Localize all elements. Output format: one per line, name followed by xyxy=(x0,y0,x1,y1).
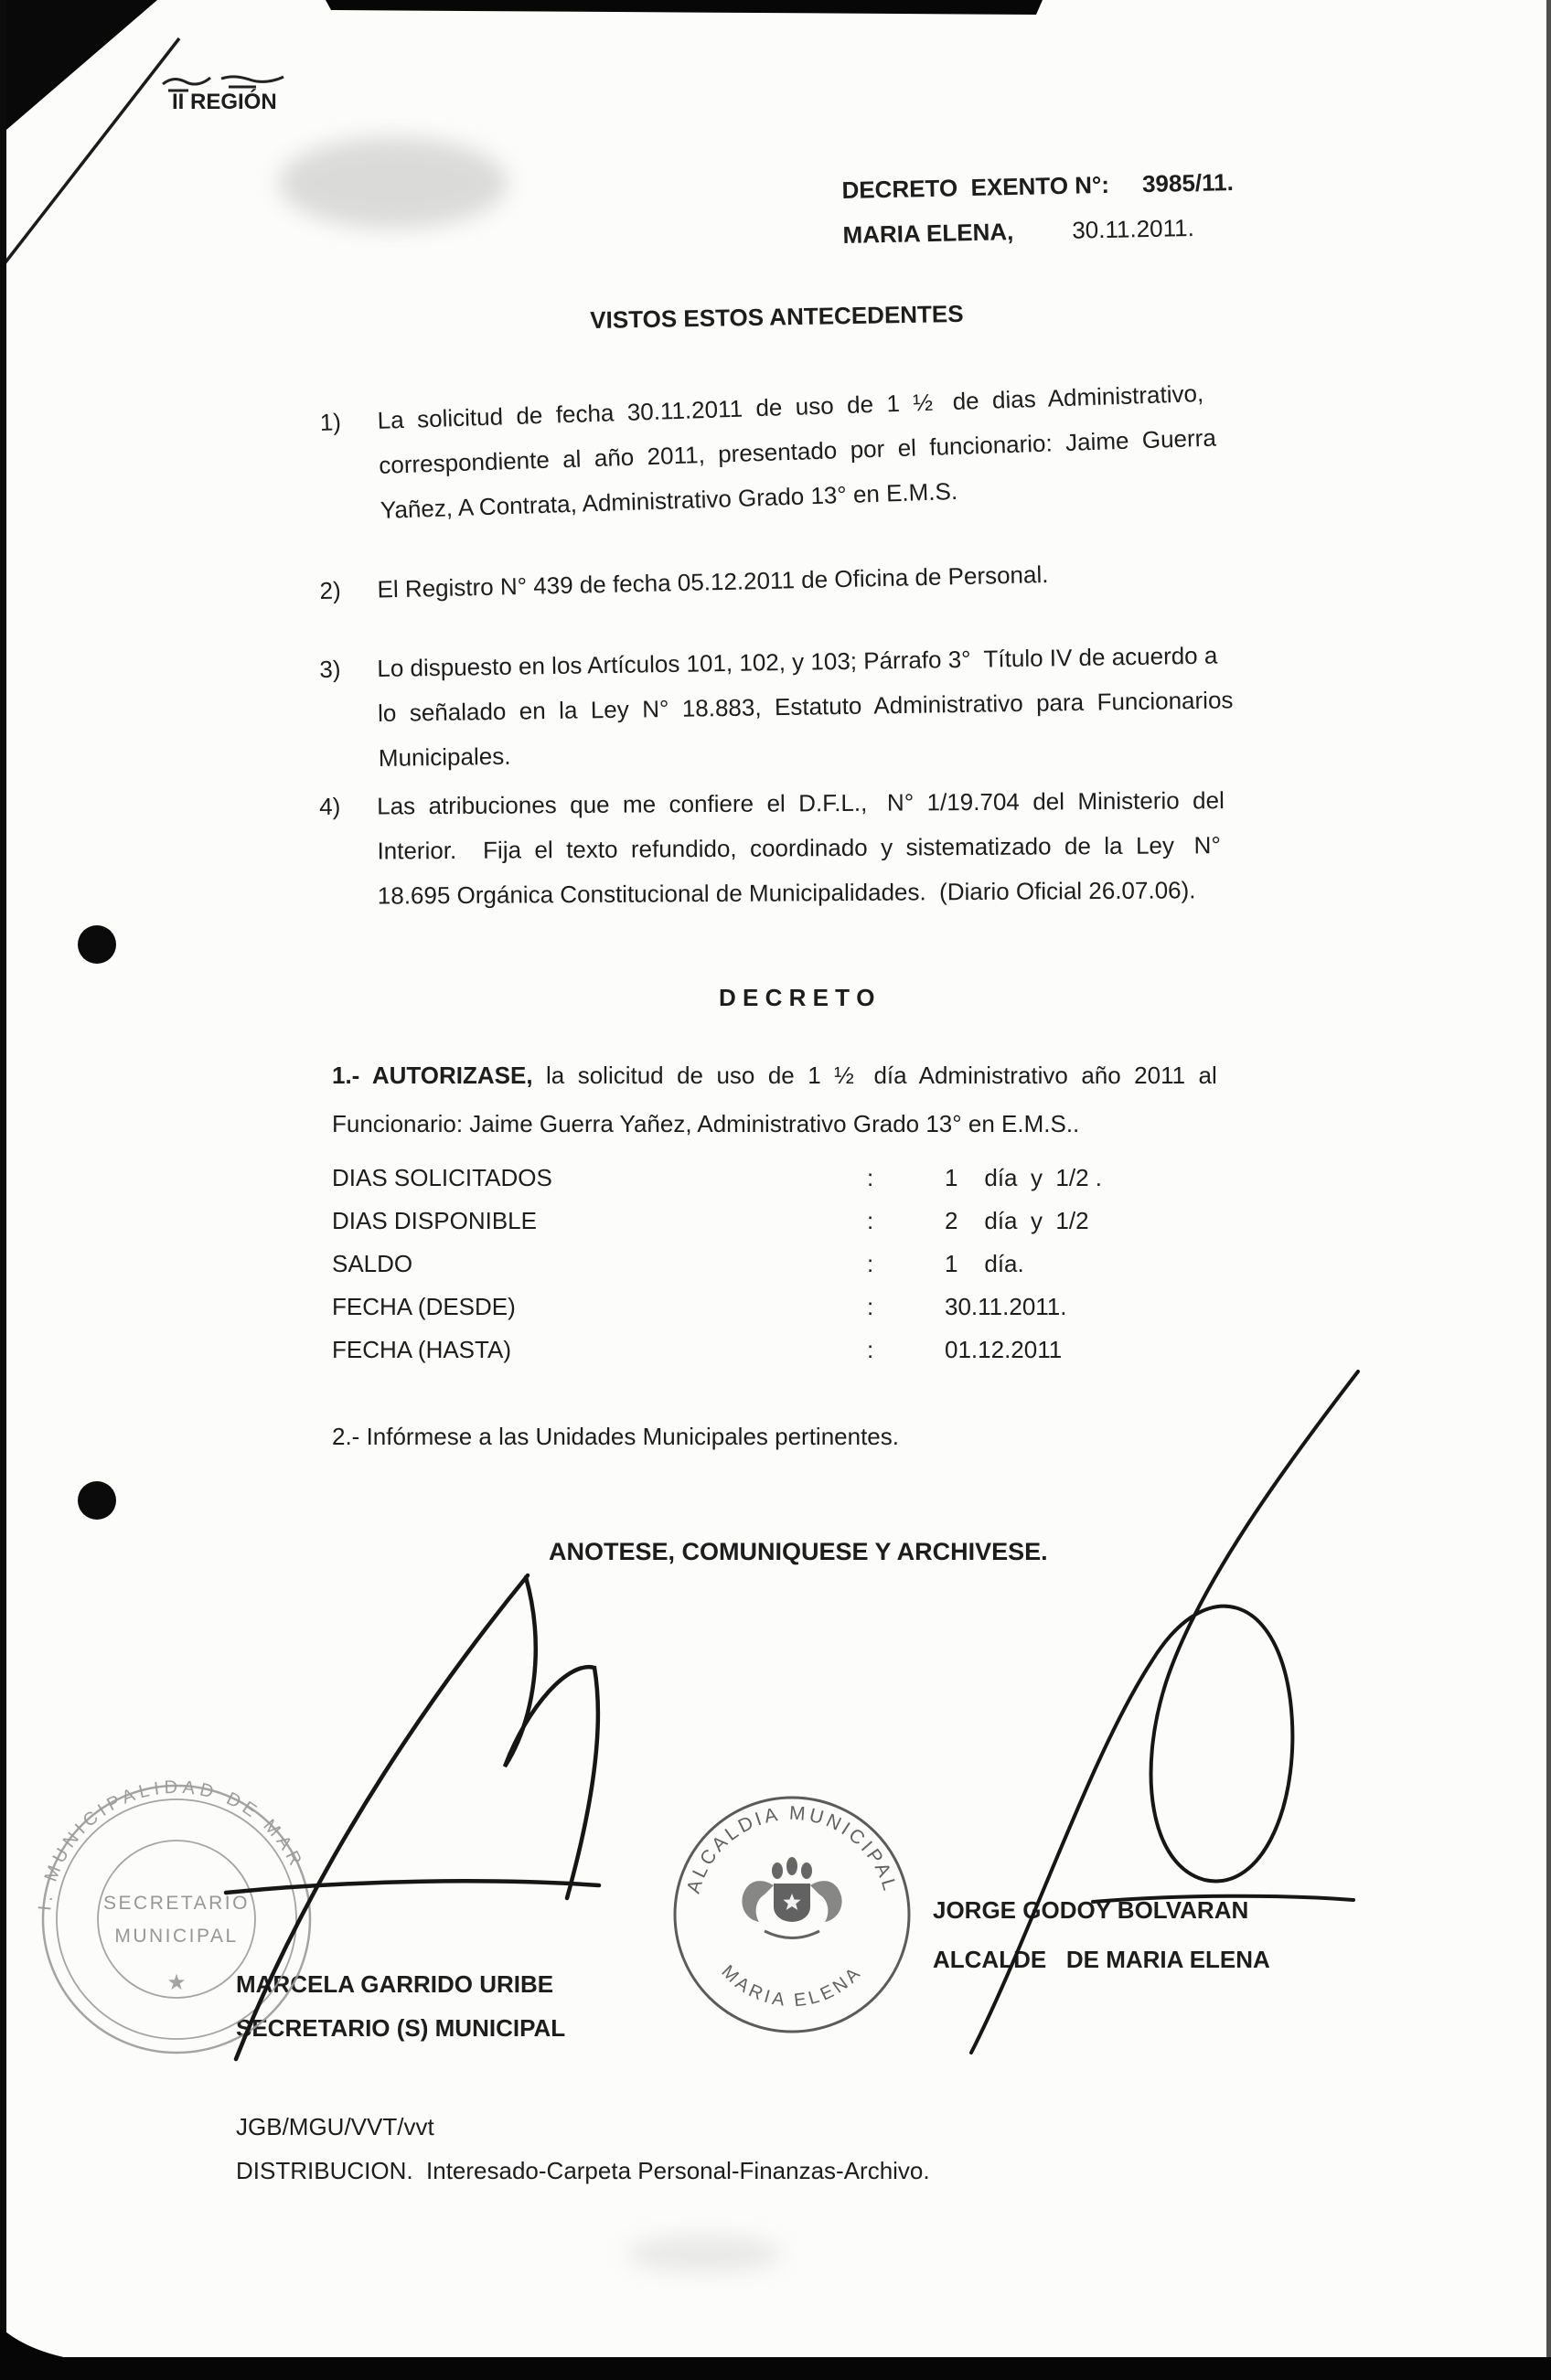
row-value: 01.12.2011 xyxy=(945,1336,1063,1363)
smudge-artifact xyxy=(279,137,508,229)
letterhead-scribble xyxy=(163,77,283,91)
bottom-corner-artifact xyxy=(0,2327,78,2380)
corner-line-artifact xyxy=(2,38,179,267)
vistos-title: VISTOS ESTOS ANTECEDENTES xyxy=(590,299,964,334)
bottom-edge-artifact xyxy=(0,2357,1551,2380)
secretary-stamp-line1: SECRETARIO xyxy=(103,1893,250,1914)
corner-fold-artifact xyxy=(0,0,157,135)
table-row xyxy=(332,1293,1102,1336)
vistos-item-3 xyxy=(319,633,1235,782)
top-edge-artifact xyxy=(326,0,1043,15)
table-row xyxy=(332,1164,1102,1207)
vistos-item-4 xyxy=(319,778,1225,919)
row-colon: : xyxy=(867,1250,874,1277)
vistos-item-2 xyxy=(319,552,1049,614)
mayor-name: JORGE GODOY BOLVARAN xyxy=(933,1896,1249,1924)
row-colon: : xyxy=(867,1164,874,1191)
vistos-item-1 xyxy=(319,371,1218,535)
paragraph-line: Interior. Fija el texto refundido, coordinado y sistematizado de la Ley N° xyxy=(377,831,1221,865)
row-value: 2 día y 1/2 xyxy=(945,1207,1089,1234)
item-number: 4) xyxy=(319,792,341,820)
item-number: 3) xyxy=(319,655,341,683)
paragraph-line: La solicitud de fecha 30.11.2011 de uso de 1 ½ de dias Administrativo, xyxy=(377,379,1204,434)
table-row xyxy=(332,1207,1102,1250)
svg-text:ALCALDIA MUNICIPAL xyxy=(683,1803,901,1896)
hole-punch-dot xyxy=(78,925,116,964)
distribution-line: DISTRIBUCION. Interesado-Carpeta Personal-Finanzas-Archivo. xyxy=(236,2157,930,2184)
secretary-name: MARCELA GARRIDO URIBE xyxy=(236,1970,554,1998)
mayor-signature-block xyxy=(933,1885,1270,1984)
initials-line: JGB/MGU/VVT/vvt xyxy=(236,2113,434,2140)
region-header: II REGIÓN xyxy=(172,90,277,114)
coat-of-arms-icon xyxy=(742,1857,841,1938)
paragraph-line: El Registro N° 439 de fecha 05.12.2011 de Oficina de Personal. xyxy=(377,560,1049,603)
paragraph-line: Funcionario: Jaime Guerra Yañez, Administrativo Grado 13° en E.M.S.. xyxy=(332,1110,1080,1137)
smudge-artifact xyxy=(626,2236,782,2272)
row-label: SALDO xyxy=(332,1250,413,1277)
paragraph-line: correspondiente al año 2011, presentado por el funcionario: Jaime Guerra xyxy=(378,423,1217,479)
paragraph-line: 18.695 Orgánica Constitucional de Municipalidades. (Diario Oficial 26.07.06). xyxy=(377,876,1196,910)
decree-number-label: DECRETO EXENTO N°: xyxy=(841,170,1110,204)
row-value: 30.11.2011. xyxy=(945,1293,1067,1320)
inform-paragraph: 2.- Infórmese a las Unidades Municipales pertinentes. xyxy=(332,1423,899,1450)
decreto-title: D E C R E T O xyxy=(719,984,875,1011)
mayor-stamp-bottom-text: MARIA ELENA xyxy=(717,1961,867,2012)
secretary-stamp-line2: MUNICIPAL xyxy=(114,1926,239,1947)
row-label: DIAS SOLICITADOS xyxy=(332,1164,552,1191)
closing-line: ANOTESE, COMUNIQUESE Y ARCHIVESE. xyxy=(549,1538,1048,1565)
paragraph-line: Yañez, A Contrata, Administrativo Grado 13° en E.M.S. xyxy=(380,476,958,524)
decree-number-value: 3985/11. xyxy=(1141,168,1235,198)
star-icon: ★ xyxy=(166,1970,187,1995)
table-row xyxy=(332,1336,1102,1379)
left-edge-artifact xyxy=(0,0,6,2380)
mayor-stamp xyxy=(675,1798,909,2032)
item-number: 2) xyxy=(319,576,342,604)
paragraph-line: lo señalado en la Ley N° 18.883, Estatuto Administrativo para Funcionarios xyxy=(377,686,1234,727)
hole-punch-dot xyxy=(78,1481,116,1520)
secretary-title: SECRETARIO (S) MUNICIPAL xyxy=(236,2014,566,2042)
detail-table xyxy=(332,1164,1102,1379)
mayor-title: ALCALDE DE MARIA ELENA xyxy=(933,1946,1270,1973)
row-label: DIAS DISPONIBLE xyxy=(332,1207,537,1234)
paragraph-line: Lo dispuesto en los Artículos 101, 102, y 103; Párrafo 3° Título IV de acuerdo a xyxy=(377,641,1218,683)
mayor-stamp-top-text: ALCALDIA MUNICIPAL xyxy=(682,1802,902,1896)
right-edge-artifact xyxy=(1546,0,1551,2380)
secretary-stamp-ring-text: I. MUNICIPALIDAD DE MAR xyxy=(35,1777,307,1912)
decree-date: 30.11.2011. xyxy=(1071,213,1195,244)
secretary-signature-block xyxy=(236,1962,565,2050)
row-label: FECHA (DESDE) xyxy=(332,1293,516,1320)
decree-city: MARIA ELENA, xyxy=(842,218,1014,249)
paragraph-line: Las atribuciones que me confiere el D.F.L., N° 1/19.704 del Ministerio del xyxy=(377,786,1225,820)
decree-header-block xyxy=(841,160,1235,258)
row-colon: : xyxy=(867,1293,874,1320)
row-value: 1 día. xyxy=(945,1250,1024,1277)
item-number: 1) xyxy=(319,408,342,436)
row-label: FECHA (HASTA) xyxy=(332,1336,511,1363)
paragraph-line: la solicitud de uso de 1 ½ día Administrativo año 2011 al xyxy=(532,1062,1217,1089)
row-colon: : xyxy=(867,1336,874,1363)
row-value: 1 día y 1/2 . xyxy=(945,1164,1102,1191)
authorize-paragraph xyxy=(332,1051,1217,1148)
svg-text:MARIA ELENA xyxy=(717,1961,866,2011)
table-row xyxy=(332,1250,1102,1293)
paragraph-line: Municipales. xyxy=(378,742,511,772)
footer-block xyxy=(236,2105,930,2193)
svg-text:I. MUNICIPALIDAD DE MAR xyxy=(35,1777,307,1912)
row-colon: : xyxy=(867,1207,874,1234)
authorize-lead: 1.- AUTORIZASE, xyxy=(332,1062,533,1089)
